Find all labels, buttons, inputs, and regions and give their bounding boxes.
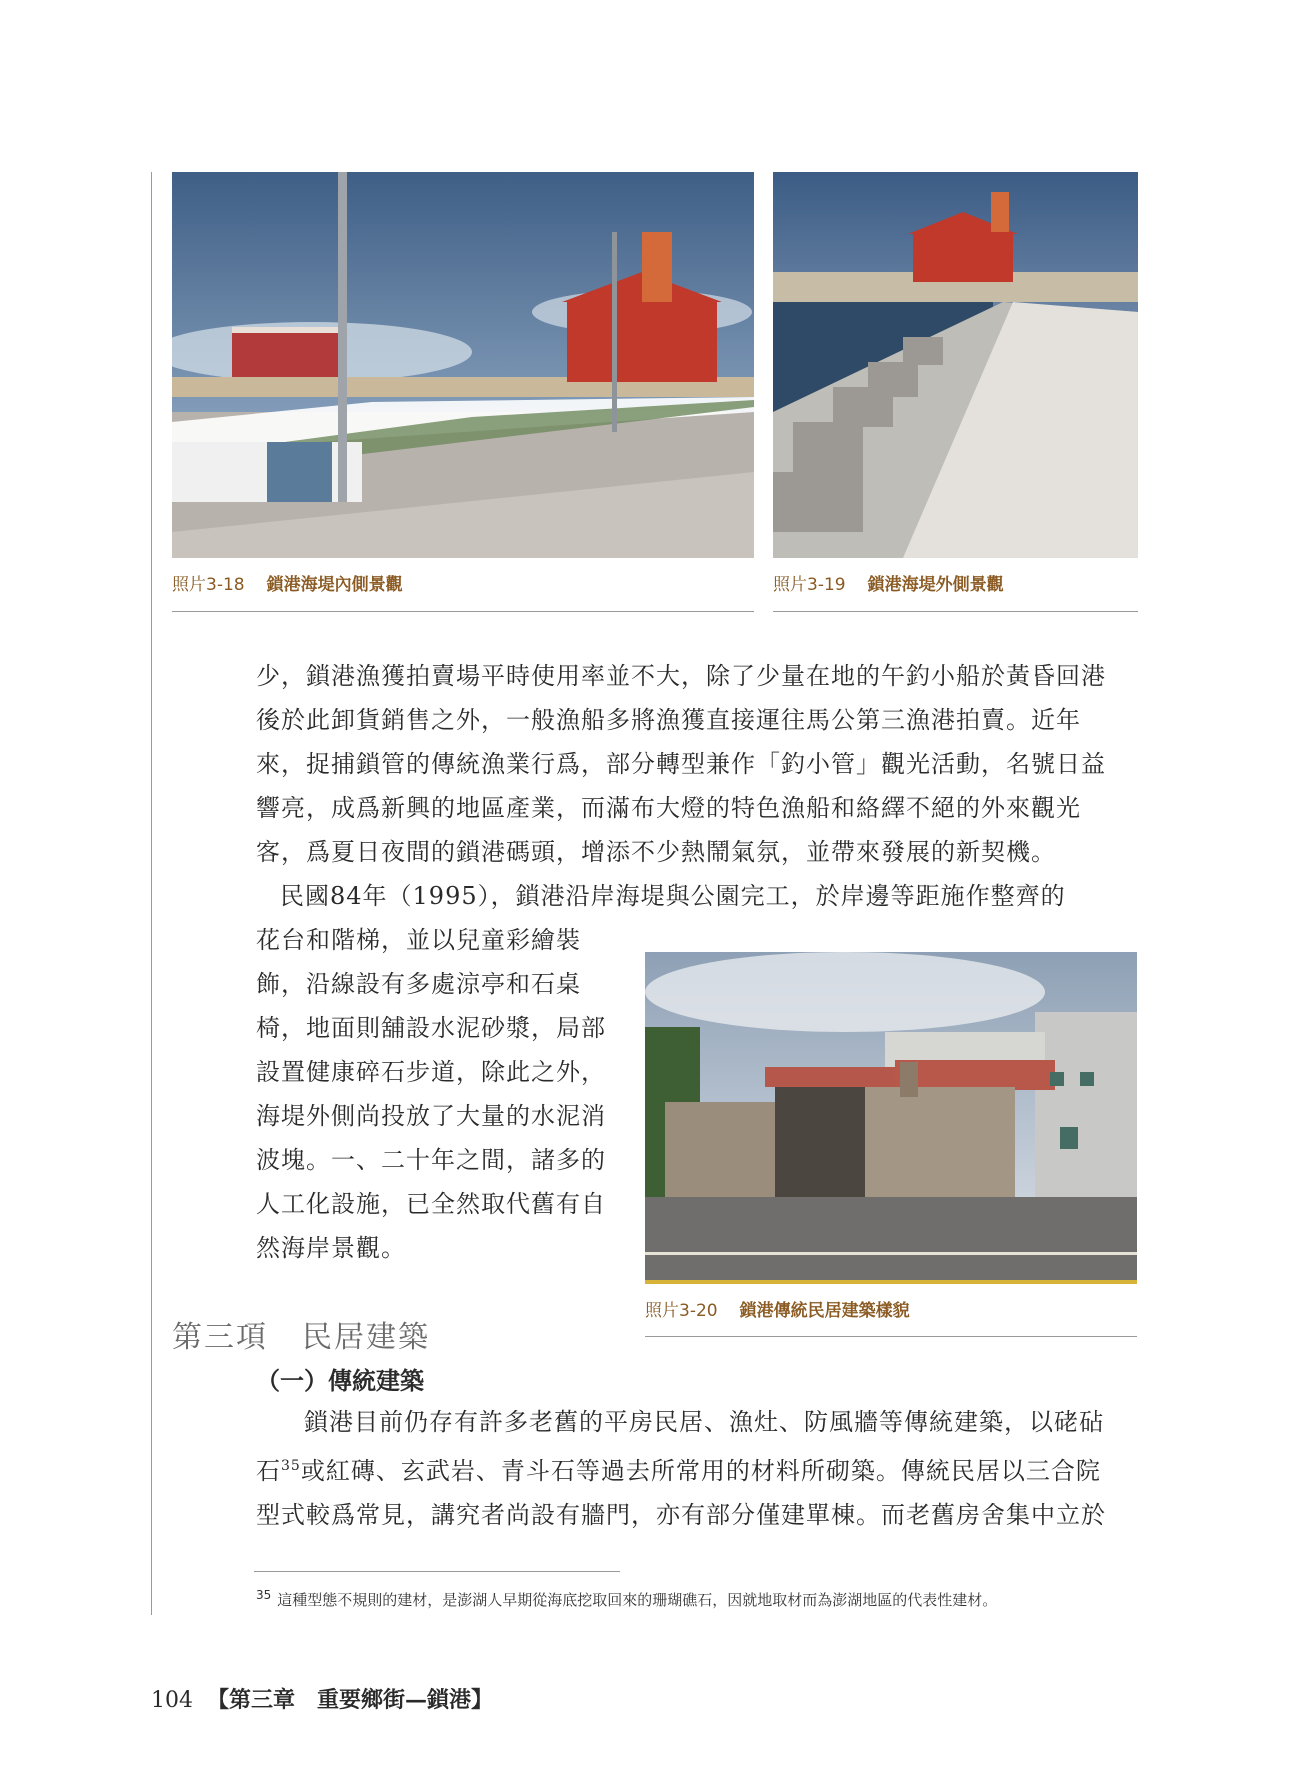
text-line: 鎖港目前仍存有許多老舊的平房民居、漁灶、防風牆等傳統建築，以硓砧 xyxy=(304,1408,1104,1436)
caption-number: 照片3-19 xyxy=(773,575,846,595)
caption-rule xyxy=(773,611,1138,612)
caption-text: 鎖港傳統民居建築樣貌 xyxy=(739,1301,910,1321)
footnote-text: 這種型態不規則的建材，是澎湖人早期從海底挖取回來的珊瑚礁石，因就地取材而為澎湖地區的代表性建材。 xyxy=(277,1591,998,1609)
caption-photo-3-20 xyxy=(645,1296,910,1321)
text-line: 少，鎖港漁獲拍賣場平時使用率並不大，除了少量在地的午釣小船於黃昏回港 xyxy=(256,662,1106,690)
section-heading xyxy=(172,1312,430,1356)
footnote-ref: 35 xyxy=(281,1458,301,1474)
section-title: 民居建築 xyxy=(302,1320,430,1355)
photo-seawall-inner xyxy=(172,172,754,558)
text-line: 客，爲夏日夜間的鎖港碼頭，增添不少熱鬧氣氛，並帶來發展的新契機。 xyxy=(256,838,1056,866)
text-line: 然海岸景觀。 xyxy=(256,1234,406,1262)
body-paragraph-2-first-line xyxy=(280,874,1142,918)
text-fragment: 或紅磚、玄武岩、青斗石等過去所常用的材料所砌築。傳統民居以三合院 xyxy=(300,1457,1101,1485)
section-paragraph xyxy=(256,1400,1141,1537)
text-line: 椅，地面則舖設水泥砂漿，局部 xyxy=(256,1014,606,1042)
footnote-rule xyxy=(254,1571,620,1572)
text-line: 響亮，成爲新興的地區產業，而滿布大燈的特色漁船和絡繹不絕的外來觀光 xyxy=(256,794,1081,822)
footnote xyxy=(256,1588,997,1610)
text-line: 飾，沿線設有多處涼亭和石桌 xyxy=(256,970,581,998)
text-line: 型式較爲常見，講究者尚設有牆門，亦有部分僅建單棟。而老舊房舍集中立於 xyxy=(256,1501,1106,1529)
page-number: 104 xyxy=(151,1688,193,1713)
margin-line xyxy=(151,172,152,1615)
caption-number: 照片3-18 xyxy=(172,575,245,595)
caption-photo-3-18 xyxy=(172,570,403,595)
body-paragraph-2-wrap xyxy=(256,918,631,1270)
text-line: 後於此卸貨銷售之外，一般漁船多將漁獲直接運往馬公第三漁港拍賣。近年 xyxy=(256,706,1081,734)
caption-photo-3-19 xyxy=(773,570,1004,595)
caption-text: 鎖港海堤內側景觀 xyxy=(266,575,403,595)
footnote-number: 35 xyxy=(256,1588,272,1602)
photo-traditional-house xyxy=(645,952,1137,1284)
text-line: 民國84年（1995），鎖港沿岸海堤與公園完工，於岸邊等距施作整齊的 xyxy=(280,882,1066,910)
caption-rule xyxy=(645,1336,1137,1337)
caption-text: 鎖港海堤外側景觀 xyxy=(867,575,1004,595)
text-line: 波塊。一、二十年之間，諸多的 xyxy=(256,1146,606,1174)
page-footer xyxy=(151,1683,493,1714)
text-fragment: 石 xyxy=(256,1457,281,1485)
chapter-title: 【第三章 重要鄉街—鎖港】 xyxy=(207,1687,494,1713)
caption-number: 照片3-20 xyxy=(645,1301,718,1321)
text-line: 人工化設施，已全然取代舊有自 xyxy=(256,1190,606,1218)
text-line: 海堤外側尚投放了大量的水泥消 xyxy=(256,1102,606,1130)
subsection-heading: （一）傳統建築 xyxy=(256,1366,424,1395)
text-line: 花台和階梯，並以兒童彩繪裝 xyxy=(256,926,581,954)
photo-seawall-outer xyxy=(773,172,1138,558)
section-number: 第三項 xyxy=(172,1320,268,1355)
text-line xyxy=(256,1444,1141,1493)
caption-rule xyxy=(172,611,754,612)
text-line: 來，捉捕鎖管的傳統漁業行爲，部分轉型兼作「釣小管」觀光活動，名號日益 xyxy=(256,750,1106,778)
text-line: 設置健康碎石步道，除此之外， xyxy=(256,1058,606,1086)
body-paragraph-1 xyxy=(256,654,1141,874)
